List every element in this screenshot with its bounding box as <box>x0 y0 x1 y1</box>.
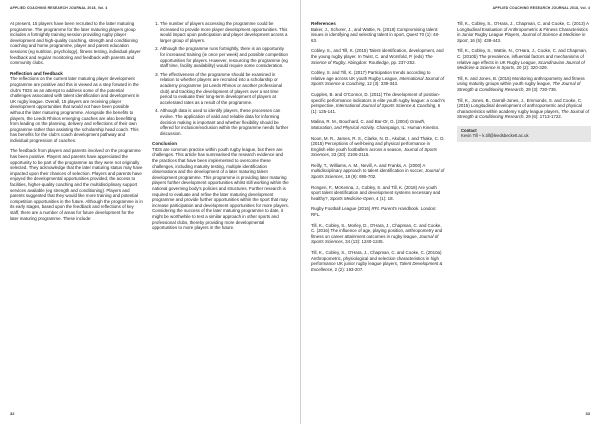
reference-details: , 34 (13): 1240-1245. <box>342 239 384 245</box>
reference-text: Cupples, B. and O'Connor, D. (2011) The development of position-specific performance indicators in elite youth rugby league: a coach's perspective, <box>311 91 445 109</box>
reference-journal: RFL Parent's Handbook <box>371 206 419 212</box>
reference-text: Till, K., Jones, B., Darrall-Jones, J., Emmonds, S. and Cooke, C. (2015) Longitudinal development of anthropometric and physical characteristics within academy rugby league players, <box>457 97 583 114</box>
running-header-left: APPLIED COACHING RESEARCH JOURNAL 2018, Vol. 4 <box>10 6 108 10</box>
reference-journal: The Journal of Strength & Conditioning Research <box>457 108 590 120</box>
reference-text: Till, K., Cobley, S., O'Hara, J., Chapman, C. and Cooke, C. (2013) A Longitudinal Evaluation of Anthropometric & Fitness Characteristics in Junior Rugby League Players, <box>457 21 589 38</box>
reference-journal: International Journal of Sports Science & Coaching <box>311 75 445 87</box>
references-heading: References <box>311 21 336 26</box>
reference-entry <box>457 48 591 70</box>
reference-details: , 12 (3): 339-343. <box>364 81 399 87</box>
reference-journal: Journal of Sports Sciences <box>311 168 445 180</box>
references-column-2 <box>457 21 591 142</box>
reference-text: Rongen, F., McKenna, J., Cobley, S. and Till, K. (2018) Are youth sport talent identification and development systems necessary and healthy?, <box>311 184 441 201</box>
reference-journal: The Science of Rugby <box>311 53 433 65</box>
list-item: 4. Although data is used to identify players, these processes can evolve. The application of valid and reliable data for informing decision making is important and whether flexibility should be offered for inclusion/exclusion within the programme needs further discussion. <box>160 108 290 136</box>
contact-title: Contact <box>461 127 477 133</box>
reference-details: , 18 (9): 695-702. <box>342 174 377 180</box>
page-number-right: 33 <box>585 411 590 416</box>
reference-journal: Growth, Maturation, and Physical Activity <box>311 119 426 130</box>
references-column-1 <box>311 21 445 277</box>
reference-entry <box>457 76 591 93</box>
reference-text: Cobley, S. and Till, K. (2017) Participation trends according to relative age across UK youth Rugby League, <box>311 70 431 81</box>
reference-entry <box>457 98 591 120</box>
reference-entry <box>311 250 445 272</box>
right-page <box>300 0 600 424</box>
reference-journal: Journal of Sports Sciences <box>311 146 437 158</box>
reference-journal: Sports Medicine-Open <box>330 195 374 201</box>
reference-text: Till, K., Cobley, S., Wattie, N., O'Hara, J., Cooke, C. and Chapman, C. (2010b) The prevalence, influential factors and mechanisms of relative age effects in UK Rugby League, <box>457 48 588 65</box>
reflection-heading: Reflection and feedback <box>10 70 63 76</box>
reference-details: , 29 (6): 1713-1722. <box>523 114 562 120</box>
reference-details: , 33 (20): 2106-2115. <box>328 152 370 158</box>
reference-details: , 16 (5): 438-443. <box>467 37 502 43</box>
list-item: 3. The effectiveness of the programme should be examined in relation to whether players are recruited into a scholarship or academy programme (at Leeds Rhinos or another professional club) and tracking the development of players over a set time period to evaluate their long-term development of players at accelerated rates as a result of the programme. <box>160 72 290 106</box>
reference-entry <box>311 27 445 44</box>
reference-details: , 20 (2): 320-329. <box>514 65 548 71</box>
reference-details: . Champaign, IL: Human Kinetics. <box>374 124 440 130</box>
reference-journal: Journal of Science & Medicine in Sport <box>457 32 586 43</box>
reference-text: Till, K., Cobley, S., Morley, D., O'Hara, J., Chapman, C. and Cooke, C. (2016) The influence of age, playing position, anthropometry and fitness on career attainment outcomes in rugby league, <box>311 222 443 239</box>
reference-entry <box>311 119 445 130</box>
reference-entry <box>311 48 445 65</box>
reference-journal: International Journal of Sports Science & Coaching <box>335 103 436 109</box>
left-column-1 <box>10 21 143 226</box>
contact-box <box>457 126 591 142</box>
feedback-paragraph: The feedback from players and parents involved on the programme has been positive. Players and parents have appreciated the opportunity to be part of the programme as they were not originally selected. They acknowledge that the later maturing status may have impacted upon their chances of selection. Players and parents have enjoyed the developmental opportunities provided, the access to facilities, higher-quality coaching and the multidisciplinary support services available (eg strength and conditioning). Players and parents suggested that they would like more training and potential competition opportunities in the future. Although the programme is in its early stages, based upon the feedback and reflections of key staff, there are a number of areas for future development for the later maturing programme. These include: <box>10 148 143 221</box>
reference-text: Cobley, S., and Till, K. (2015) Talent identification, development, and the young rugby player. In Twist, C. and Worsfold, P. (eds) <box>311 48 444 59</box>
reference-journal: Quest <box>406 32 418 38</box>
reference-list-1 <box>311 27 445 273</box>
reference-details: . Abingdon: Routledge, pp. 237-252. <box>345 59 416 65</box>
reference-text: Malina, R. M., Bouchard, C. and Bar-Or, O. (2004) <box>311 119 410 125</box>
reference-details: , 29 (3): 730-736. <box>523 86 558 92</box>
reference-text: Baker, J., Schorer, J., and Wattie, N. (2018) Compromising talent: issues in identifying and selecting talent in sport, <box>311 26 439 38</box>
reference-entry <box>311 223 445 245</box>
page-number-left: 32 <box>10 411 15 416</box>
reference-journal: The Journal of Strength & Conditioning Research <box>457 81 581 92</box>
reference-text: Rugby Football League (2016) <box>311 206 372 212</box>
reference-journal: Scandinavian Journal of Medicine & Science in Sports <box>457 59 585 71</box>
reference-details: . London: RFL. <box>311 206 437 218</box>
conclusion-heading: Conclusion <box>152 141 178 147</box>
reference-details: , 6 (1): 125-141. <box>311 103 441 114</box>
reference-entry <box>457 21 591 43</box>
contact-line: Kevin Till – k.till@leedsbeckett.ac.uk <box>461 133 529 139</box>
running-header-right: APPLIED COACHING RESEARCH JOURNAL 2018, Vol. 4 <box>492 6 590 10</box>
reference-journal: Talent Development & Excellence <box>311 261 443 272</box>
list-item: 2. Although the programme runs fortnightly, there is an opportunity for increased training (ie once per week) and possible competition opportunities for players. However, resourcing the programme (eg staff time, facility availability) would require some consideration. <box>160 46 290 68</box>
reference-entry <box>311 136 445 158</box>
reference-details: , 2 (2): 193-207. <box>332 266 364 272</box>
intro-paragraph: At present, 15 players have been recruited to the latter maturing programme. The programme for the later maturing players group includes a fortnightly training session providing rugby player development and high-quality coaching, strength and conditioning coaching and home programme, player and parent education sessions (eg nutrition, psychology), fitness testing, individual player feedback and regular monitoring and feedback with parents and community clubs. <box>10 21 141 66</box>
reference-entry <box>311 206 445 217</box>
reference-entry <box>311 92 445 114</box>
conclusion-paragraph: TIDS are common practice within youth rugby league, but there are challenges. This article has summarised the research evidence and the practices that have been implemented to overcome these challenges, including maturity testing, multiple identification observations and the development of a later maturing talent development programme. This programme is providing later maturing players further development opportunities whilst still working within the national governing body's policies and structures. Further research is required to evaluate and refine the later maturing development programme and provide further opportunities within the sport that may increase participation and development opportunities for more players. Considering the success of the later maturing programme to date, it might be worthwhile to test a similar approach in other sports and professional clubs, thereby providing more developmental opportunities to more players in the future. <box>152 146 289 231</box>
reference-entry <box>311 70 445 87</box>
reference-text: Till, K. and Jones, B. (2015) Monitoring anthropometry and fitness using maturity groups within youth rugby league, <box>457 75 585 87</box>
reflection-paragraph: The reflections on the current later maturing player development programme are positive and this is viewed as a step forward in the club's TIDS as an attempt to address some of the potential challenges associated with talent identification and development in UK rugby league. Overall, 15 players are receiving player development opportunities that would not have been possible without the later maturing programme. Alongside the benefits to players, the Leeds Rhinos emerging coaches are also benefitting from leading on the planning, delivery and reflections of their own programme rather than assisting the scholarship head coach. This has benefits for the club's coach development pathway and individual progression of coaches. <box>10 76 140 143</box>
reference-details: , 4 (1): 18. <box>373 195 394 201</box>
reference-text: Till, K., Cobley, S., O'Hara, J., Chapman, C. and Cooke, C. (2010a) Anthropometric, physiological and selection characteristics in high performance UK junior rugby league players, <box>311 250 442 267</box>
reference-text: Reilly, T., Williams, A. M., Nevill, A. and Franks, A. (2000) A multidisciplinary approach to talent identification in soccer, <box>311 162 426 174</box>
reference-details: 70 (1): 48-63. <box>311 32 440 43</box>
reference-text: Noon, M. R., James, R. S., Clarke, N. D., Akubat, I. and Thake, C. D. (2015) Perceptions of well-being and physical performance in English elite youth footballers across a season, <box>311 135 445 152</box>
reference-journal: Journal of Sports Sciences <box>311 233 439 245</box>
development-list <box>152 21 290 136</box>
reference-entry <box>311 163 445 180</box>
reference-list-2 <box>457 21 591 120</box>
left-column-2 <box>152 21 290 236</box>
reference-entry <box>311 185 445 202</box>
list-item: 1. The number of players accessing the programme could be increased to provide more player development opportunities. This would impact upon participation and player development across a larger group of players. <box>160 21 290 43</box>
